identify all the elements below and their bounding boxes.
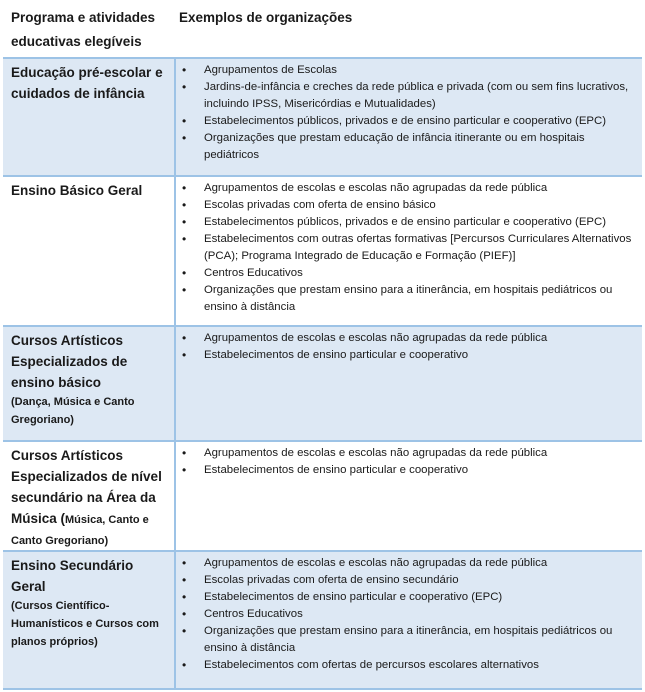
- table-row: [3, 58, 642, 176]
- list-item: • Agrupamentos de escolas e escolas não agrupadas da rede pública: [204, 555, 638, 572]
- program-title: Ensino Básico Geral: [11, 183, 143, 198]
- list-item: • Escolas privadas com oferta de ensino secundário: [204, 572, 638, 589]
- header-programs: Programa e atividades educativas elegíveis: [11, 10, 156, 49]
- program-subtitle: (Cursos Científico-Humanísticos e Cursos com planos próprios): [11, 600, 159, 648]
- program-subtitle: (Dança, Música e Canto Gregoriano): [11, 396, 135, 426]
- list-item: • Centros Educativos: [204, 265, 638, 282]
- eligible-programs-table: [3, 0, 642, 690]
- program-title: Cursos Artísticos Especializados de nível secundário na Área da Música (: [11, 448, 162, 526]
- list-item: • Estabelecimentos de ensino particular e cooperativo: [204, 462, 638, 479]
- program-title: Ensino Secundário Geral: [11, 558, 134, 594]
- table-row: [3, 551, 642, 689]
- organization-list: [176, 59, 642, 164]
- list-item: • Agrupamentos de escolas e escolas não agrupadas da rede pública: [204, 180, 638, 197]
- list-item: • Jardins-de-infância e creches da rede pública e privada (com ou sem fins lucrativos, incluindo IPSS, Misericórdias e Mutualidades): [204, 79, 638, 113]
- list-item: • Estabelecimentos com ofertas de percursos escolares alternativos: [204, 657, 638, 674]
- list-item: • Estabelecimentos com outras ofertas formativas [Percursos Curriculares Alternativos (PCA); Programa Integrado de Educação e Formação (PIEF)]: [204, 231, 638, 265]
- organization-list: [176, 552, 642, 674]
- organization-list: [176, 327, 642, 364]
- list-item: • Estabelecimentos de ensino particular e cooperativo: [204, 347, 638, 364]
- list-item: • Organizações que prestam educação de infância itinerante ou em hospitais pediátricos: [204, 130, 638, 164]
- organization-list: [176, 442, 642, 479]
- list-item: • Estabelecimentos públicos, privados e de ensino particular e cooperativo (EPC): [204, 113, 638, 130]
- table-row: [3, 441, 642, 551]
- program-title: Educação pré-escolar e cuidados de infância: [11, 65, 163, 101]
- table-row: [3, 326, 642, 441]
- list-item: • Organizações que prestam ensino para a itinerância, em hospitais pediátricos ou ensino à distância: [204, 623, 638, 657]
- organization-list: [176, 177, 642, 316]
- list-item: • Agrupamentos de escolas e escolas não agrupadas da rede pública: [204, 330, 638, 347]
- header-organizations: Exemplos de organizações: [179, 10, 353, 25]
- program-subtitle: Música, Canto e Canto Gregoriano): [11, 514, 149, 547]
- list-item: • Estabelecimentos públicos, privados e de ensino particular e cooperativo (EPC): [204, 214, 638, 231]
- list-item: • Agrupamentos de escolas e escolas não agrupadas da rede pública: [204, 445, 638, 462]
- list-item: • Agrupamentos de Escolas: [204, 62, 638, 79]
- list-item: • Centros Educativos: [204, 606, 638, 623]
- list-item: • Organizações que prestam ensino para a itinerância, em hospitais pediátricos ou ensino à distância: [204, 282, 638, 316]
- list-item: • Estabelecimentos de ensino particular e cooperativo (EPC): [204, 589, 638, 606]
- table-header: [3, 0, 642, 58]
- list-item: • Escolas privadas com oferta de ensino básico: [204, 197, 638, 214]
- table-row: [3, 176, 642, 326]
- program-title: Cursos Artísticos Especializados de ensino básico: [11, 333, 128, 390]
